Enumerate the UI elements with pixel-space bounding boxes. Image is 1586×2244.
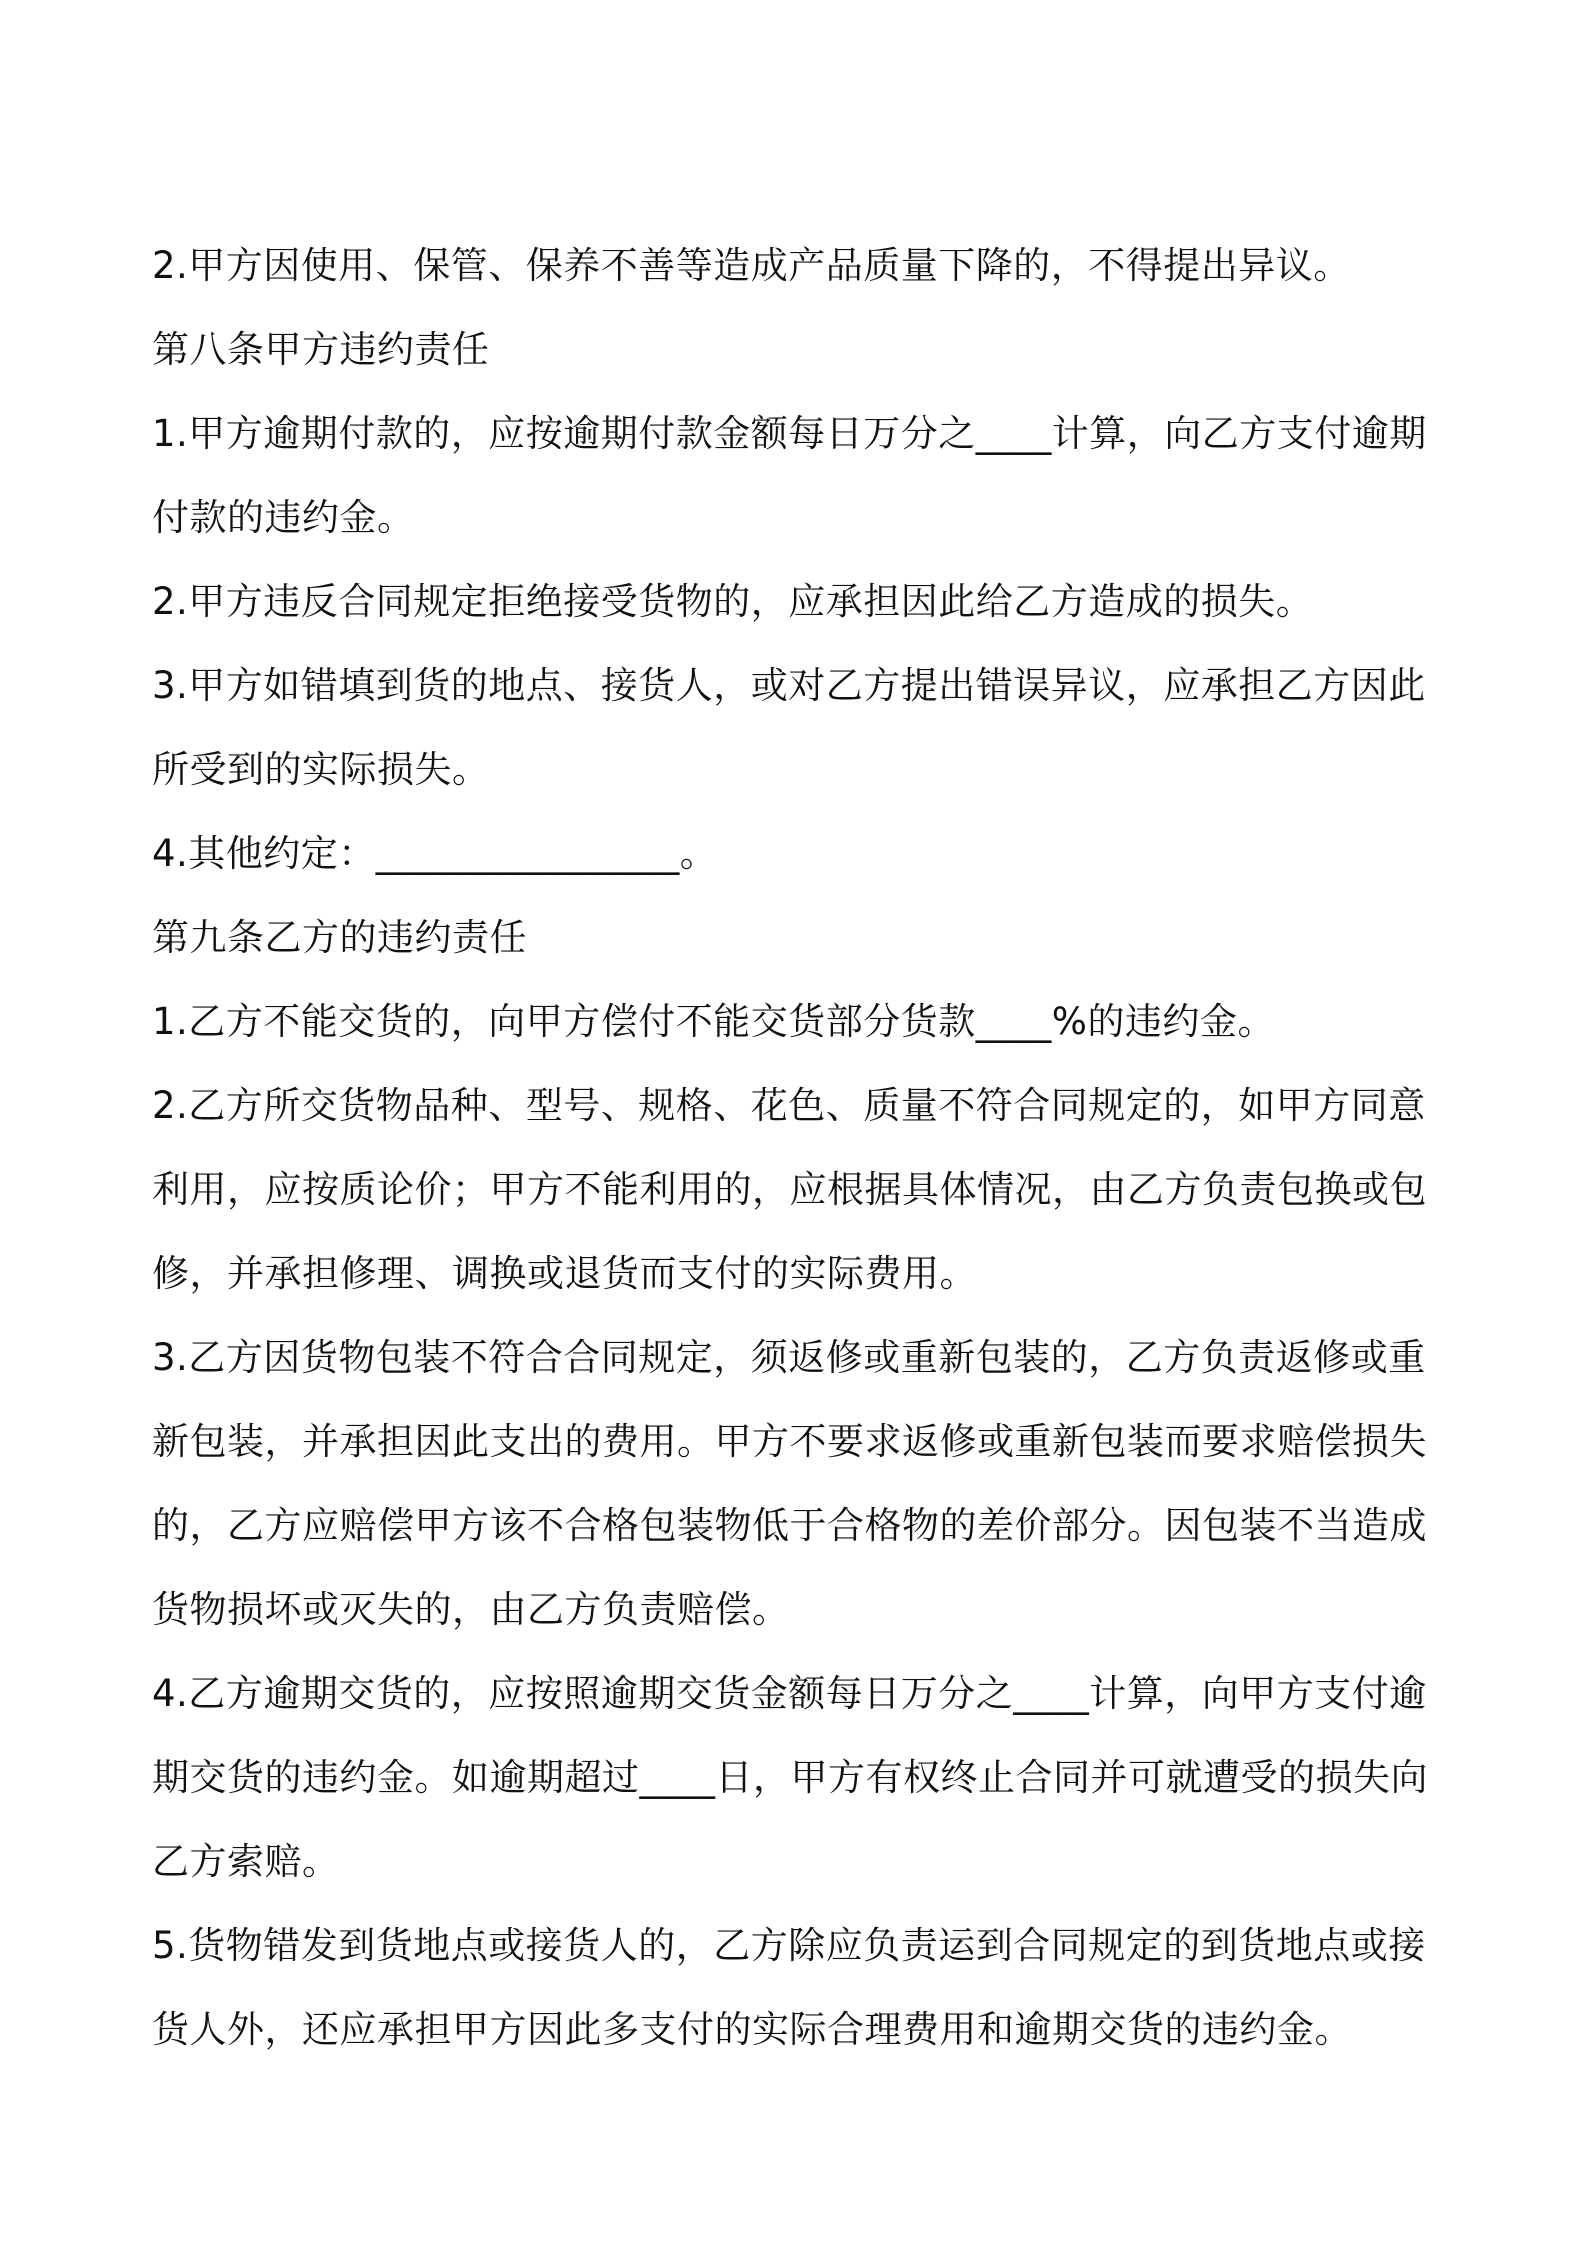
paragraph-8-3: 3.甲方如错填到货的地点、接货人，或对乙方提出错误异议，应承担乙方因此所受到的实际损失。 (152, 664, 1426, 791)
paragraph-9-3: 3.乙方因货物包装不符合合同规定，须返修或重新包装的，乙方负责返修或重新包装，并承担因此支出的费用。甲方不要求返修或重新包装而要求赔偿损失的，乙方应赔偿甲方该不合格包装物低于合格物的差价部分。因包装不当造成货物损坏或灭失的，由乙方负责赔偿。 (152, 1336, 1427, 1631)
paragraph-9-4: 4.乙方逾期交货的，应按照逾期交货金额每日万分之____计算，向甲方支付逾期交货的违约金。如逾期超过____日，甲方有权终止合同并可就遭受的损失向乙方索赔。 (152, 1672, 1428, 1883)
paragraph-8-2: 2.甲方违反合同规定拒绝接受货物的，应承担因此给乙方造成的损失。 (152, 580, 1314, 623)
paragraph-8-4: 4.其他约定：________________。 (152, 832, 718, 875)
paragraph-7-2: 2.甲方因使用、保管、保养不善等造成产品质量下降的，不得提出异议。 (152, 244, 1351, 287)
paragraph-9-2: 2.乙方所交货物品种、型号、规格、花色、质量不符合同规定的，如甲方同意利用，应按质论价；甲方不能利用的，应根据具体情况，由乙方负责包换或包修，并承担修理、调换或退货而支付的实际费用。 (152, 1084, 1427, 1295)
article-9-heading: 第九条乙方的违约责任 (152, 916, 527, 959)
paragraph-8-1: 1.甲方逾期付款的，应按逾期付款金额每日万分之____计算，向乙方支付逾期付款的违约金。 (152, 412, 1427, 539)
document-body (152, 224, 1452, 2072)
paragraph-9-5: 5.货物错发到货地点或接货人的，乙方除应负责运到合同规定的到货地点或接货人外，还应承担甲方因此多支付的实际合理费用和逾期交货的违约金。 (152, 1924, 1426, 2051)
paragraph-9-1: 1.乙方不能交货的，向甲方偿付不能交货部分货款____%的违约金。 (152, 1000, 1275, 1043)
article-8-heading: 第八条甲方违约责任 (152, 328, 490, 371)
